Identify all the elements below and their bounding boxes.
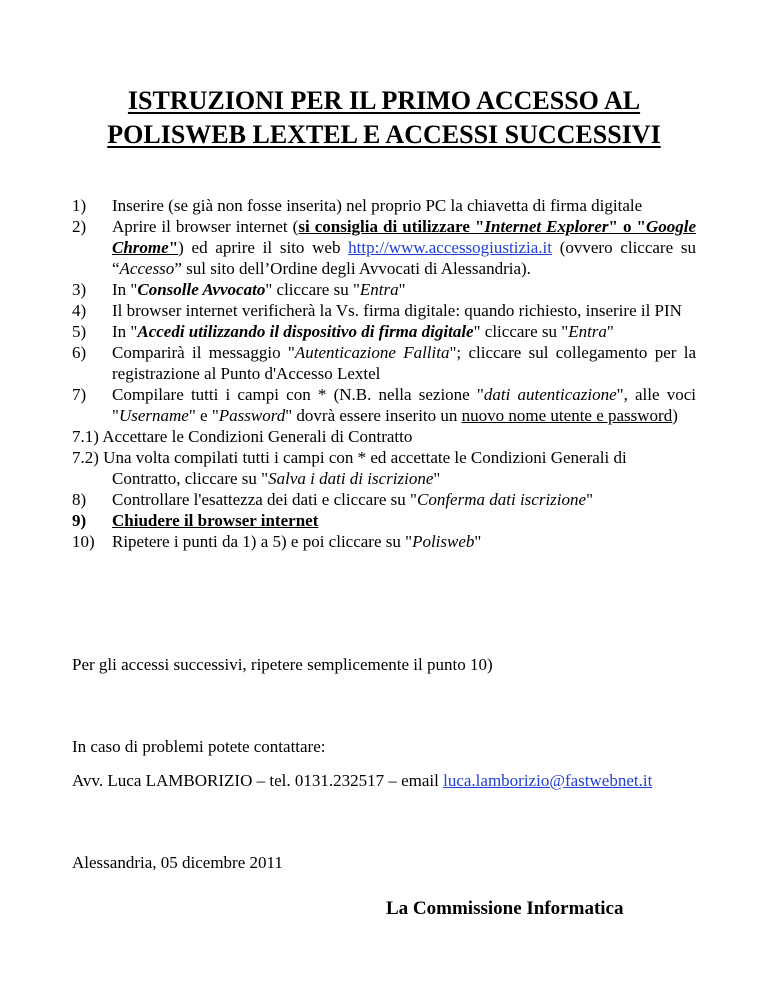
- step-1: [72, 195, 696, 216]
- step-text: Consolle Avvocato: [137, 280, 266, 299]
- step-text: Comparirà il messaggio ": [112, 343, 295, 362]
- steps-list: [72, 195, 696, 552]
- step-text: Compilare tutti i campi con * (N.B. nella sezione ": [112, 385, 484, 404]
- step-text: Entra: [359, 280, 399, 299]
- step-text: ) ed aprire il sito web: [178, 238, 349, 257]
- step-text: Accettare le Condizioni Generali di Contratto: [102, 427, 413, 446]
- step-text: ": [586, 490, 594, 509]
- title-line-1: ISTRUZIONI PER IL PRIMO ACCESSO AL: [127, 86, 641, 115]
- contact-line: [72, 770, 732, 791]
- step-4: [72, 300, 696, 321]
- step-text: Inserire (se già non fosse inserita) nel proprio PC la chiavetta di firma digitale: [112, 196, 643, 215]
- step-text: Username: [118, 406, 189, 425]
- step-text: " cliccare su ": [473, 322, 569, 341]
- step-text: Ripetere i punti da 1) a 5) e poi cliccare su ": [112, 532, 413, 551]
- step-5: [72, 321, 696, 342]
- step-text: ", alle voci ": [112, 385, 697, 425]
- step-8: [72, 489, 696, 510]
- step-text: Il browser internet verificherà la Vs. firma digitale: quando richiesto, inserire il PIN: [112, 301, 682, 320]
- step-number: 9): [72, 511, 87, 530]
- accessogiustizia-link[interactable]: http://www.accessogiustizia.it: [348, 238, 552, 257]
- step-text: Una volta compilati tutti i campi con * ed accettate le Condizioni Generali di: [103, 448, 627, 467]
- step-text: " e ": [188, 406, 219, 425]
- step-text: Accedi utilizzando il dispositivo di firma digitale: [137, 322, 474, 341]
- step-text: ": [398, 280, 406, 299]
- title-line-2: POLISWEB LEXTEL E ACCESSI SUCCESSIVI: [107, 120, 661, 149]
- step-text: ” sul sito dell’Ordine degli Avvocati di Alessandria).: [174, 259, 531, 278]
- step-number: 1): [72, 196, 87, 215]
- step-text: "; cliccare sul collegamento per la registrazione al Punto d'Accesso Lextel: [112, 343, 697, 383]
- step-text: ): [672, 406, 678, 425]
- problems-note: In caso di problemi potete contattare:: [72, 737, 326, 756]
- step-7: [72, 384, 696, 426]
- step-text: ": [606, 322, 614, 341]
- step-text: Accesso: [119, 259, 175, 278]
- step-text: Conferma dati iscrizione: [417, 490, 587, 509]
- step-text: nuovo nome utente e password: [461, 406, 673, 425]
- step-text: " dovrà essere inserito un: [285, 406, 462, 425]
- step-7-2: [72, 447, 696, 489]
- step-text: Entra: [568, 322, 607, 341]
- step-number: 10): [72, 532, 95, 551]
- step-6: [72, 342, 696, 384]
- document-title: [0, 84, 768, 152]
- step-3: [72, 279, 696, 300]
- step-text: In ": [112, 280, 138, 299]
- step-text: Polisweb: [412, 532, 475, 551]
- step-number: 7.2): [72, 448, 99, 467]
- step-2: [72, 216, 696, 279]
- step-number: 3): [72, 280, 87, 299]
- step-text: In ": [112, 322, 138, 341]
- step-text-continued: Contratto, cliccare su "Salva i dati di iscrizione": [112, 469, 441, 488]
- date-line: Alessandria, 05 dicembre 2011: [72, 853, 283, 872]
- step-number: 6): [72, 343, 87, 362]
- step-text: Password: [218, 406, 286, 425]
- step-number: 2): [72, 217, 87, 236]
- contact-text: Avv. Luca LAMBORIZIO – tel. 0131.232517 – email: [72, 771, 444, 790]
- step-number: 8): [72, 490, 87, 509]
- step-text: Chiudere il browser internet: [112, 511, 319, 530]
- step-text: Aprire il browser internet (: [112, 217, 299, 236]
- step-10: [72, 531, 696, 552]
- successive-access-note: Per gli accessi successivi, ripetere semplicemente il punto 10): [72, 655, 493, 674]
- step-number: 7): [72, 385, 87, 404]
- step-text: (ovvero cliccare su “: [112, 238, 696, 278]
- step-number: 4): [72, 301, 87, 320]
- step-number: 7.1): [72, 427, 99, 446]
- step-text: ": [474, 532, 482, 551]
- step-text: dati autenticazione: [483, 385, 617, 404]
- signature: La Commissione Informatica: [386, 898, 624, 919]
- step-text: Controllare l'esattezza dei dati e cliccare su ": [112, 490, 417, 509]
- step-text: Autenticazione Fallita: [294, 343, 450, 362]
- email-link[interactable]: luca.lamborizio@fastwebnet.it: [443, 771, 653, 790]
- step-7-1: [72, 426, 696, 447]
- step-text: " cliccare su ": [265, 280, 360, 299]
- step-9: [72, 510, 696, 531]
- browser-recommendation: si consiglia di utilizzare "Internet Explorer" o "Google Chrome": [112, 217, 696, 257]
- step-number: 5): [72, 322, 87, 341]
